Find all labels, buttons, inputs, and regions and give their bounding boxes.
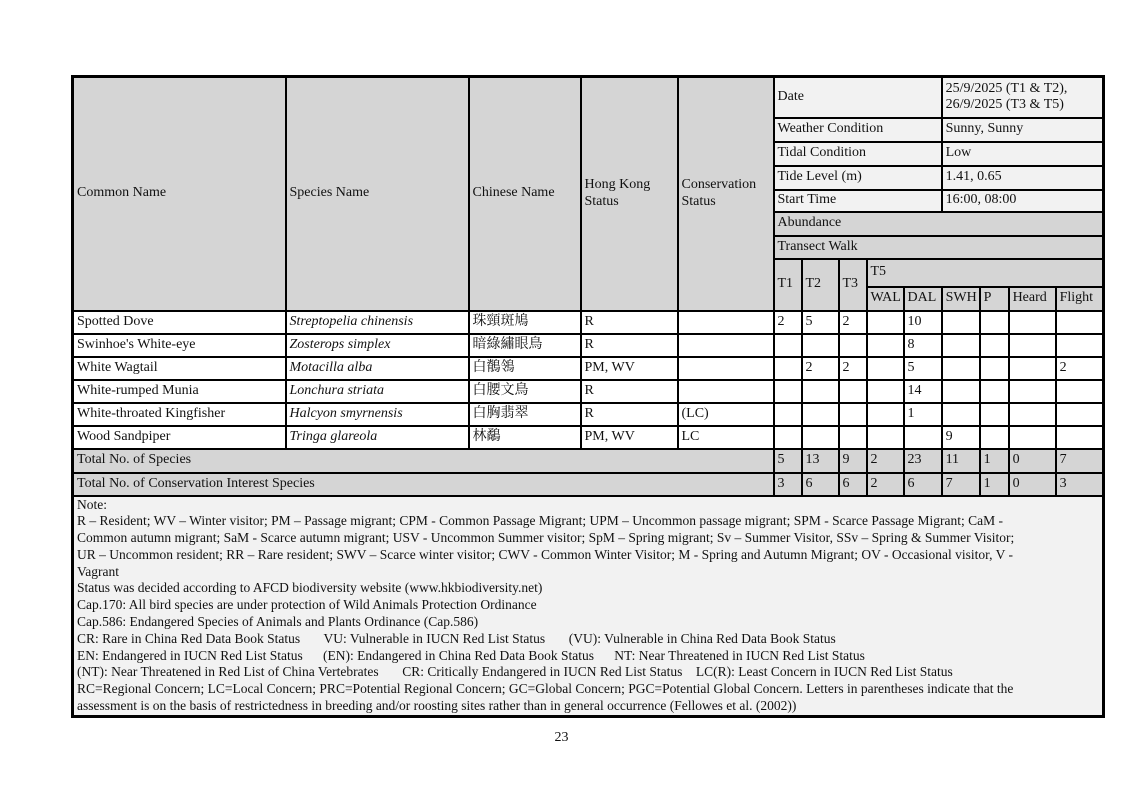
note-row <box>73 496 1104 717</box>
total-count-cell: 23 <box>904 449 942 473</box>
count-cell <box>774 334 802 357</box>
count-cell: 10 <box>904 311 942 334</box>
count-cell: 14 <box>904 380 942 403</box>
total-count-cell: 1 <box>980 473 1009 496</box>
info-value-start-time: 16:00, 08:00 <box>942 190 1104 212</box>
chinese-name-cell: 白胸翡翠 <box>469 403 581 426</box>
count-cell <box>802 334 839 357</box>
count-cell <box>802 426 839 449</box>
common-name-cell: Wood Sandpiper <box>73 426 286 449</box>
count-cell <box>942 380 980 403</box>
chinese-name-cell: 白腰文鳥 <box>469 380 581 403</box>
count-cell <box>1009 403 1056 426</box>
count-cell <box>774 403 802 426</box>
count-cell: 2 <box>1056 357 1104 380</box>
species-name-cell: Zosterops simplex <box>286 334 469 357</box>
note-line: (NT): Near Threatened in Red List of China Vertebrates CR: Critically Endangered in IUCN Red List Status LC(R): Least Concern in IUCN Red List Status <box>77 664 953 680</box>
count-cell <box>867 403 904 426</box>
note-line: Status was decided according to AFCD biodiversity website (www.hkbiodiversity.net) <box>77 580 543 596</box>
note-line: EN: Endangered in IUCN Red List Status (EN): Endangered in China Red Data Book Status NT: Near Threatened in IUCN Red List Status <box>77 647 865 663</box>
chinese-name-cell: 珠頸斑鳩 <box>469 311 581 334</box>
count-cell <box>1009 380 1056 403</box>
total-count-cell: 0 <box>1009 449 1056 473</box>
conservation-status-cell <box>678 334 774 357</box>
count-cell <box>839 403 867 426</box>
note-line: Common autumn migrant; SaM - Scarce autumn migrant; USV - Uncommon Summer visitor; SpM – Spring migrant; Sv – Summer Visitor, SSv – Spring & Summer Visitor; <box>77 530 1015 546</box>
count-cell <box>1009 357 1056 380</box>
count-cell <box>980 357 1009 380</box>
count-cell: 8 <box>904 334 942 357</box>
count-cell <box>1056 334 1104 357</box>
species-name-cell: Motacilla alba <box>286 357 469 380</box>
species-name-cell: Tringa glareola <box>286 426 469 449</box>
count-cell <box>867 380 904 403</box>
count-cell: 9 <box>942 426 980 449</box>
page-number: 23 <box>554 730 569 745</box>
conservation-status-cell: (LC) <box>678 403 774 426</box>
count-cell <box>980 403 1009 426</box>
total-conservation-row <box>73 473 1104 496</box>
count-cell <box>1009 426 1056 449</box>
note-line: Cap.170: All bird species are under protection of Wild Animals Protection Ordinance <box>77 597 537 613</box>
count-cell <box>980 334 1009 357</box>
total-count-cell: 3 <box>1056 473 1104 496</box>
count-cell: 2 <box>839 357 867 380</box>
total-count-cell: 13 <box>802 449 839 473</box>
count-cell <box>980 426 1009 449</box>
count-cell <box>867 357 904 380</box>
total-count-cell: 5 <box>774 449 802 473</box>
column-header-t1: T1 <box>774 259 802 311</box>
column-header-wal: WAL <box>867 287 904 311</box>
note-line: Cap.586: Endangered Species of Animals and Plants Ordinance (Cap.586) <box>77 614 479 630</box>
count-cell <box>942 403 980 426</box>
count-cell <box>802 403 839 426</box>
conservation-status-cell <box>678 380 774 403</box>
count-cell <box>942 334 980 357</box>
column-header-dal: DAL <box>904 287 942 311</box>
bird-survey-table <box>71 75 1105 718</box>
total-count-cell: 0 <box>1009 473 1056 496</box>
common-name-cell: Spotted Dove <box>73 311 286 334</box>
info-label-tidal-condition: Tidal Condition <box>774 142 942 166</box>
transect-walk-header: Transect Walk <box>774 236 1104 259</box>
total-species-row <box>73 449 1104 473</box>
info-label-tide-level: Tide Level (m) <box>774 166 942 190</box>
species-row <box>73 380 1104 403</box>
note-line: UR – Uncommon resident; RR – Rare resident; SWV – Scarce winter visitor; CWV - Common Winter Visitor; M - Spring and Autumn Migrant; OV - Occasional visitor, V - <box>77 546 1014 562</box>
note-line: Note: <box>77 496 107 512</box>
count-cell <box>867 334 904 357</box>
species-name-cell: Halcyon smyrnensis <box>286 403 469 426</box>
count-cell: 2 <box>802 357 839 380</box>
total-count-cell: 7 <box>942 473 980 496</box>
hk-status-cell: PM, WV <box>581 426 678 449</box>
species-row <box>73 357 1104 380</box>
common-name-cell: Swinhoe's White-eye <box>73 334 286 357</box>
count-cell <box>1009 334 1056 357</box>
common-name-cell: White-throated Kingfisher <box>73 403 286 426</box>
column-header-t3: T3 <box>839 259 867 311</box>
info-value-tide-level: 1.41, 0.65 <box>942 166 1104 190</box>
chinese-name-cell: 林鷸 <box>469 426 581 449</box>
count-cell <box>839 380 867 403</box>
conservation-status-cell <box>678 311 774 334</box>
info-value-date: 25/9/2025 (T1 & T2), 26/9/2025 (T3 & T5) <box>942 77 1104 118</box>
column-header-swh: SWH <box>942 287 980 311</box>
count-cell: 5 <box>904 357 942 380</box>
species-row <box>73 403 1104 426</box>
total-count-cell: 1 <box>980 449 1009 473</box>
note-cell <box>73 496 1104 717</box>
note-line: CR: Rare in China Red Data Book Status VU: Vulnerable in IUCN Red List Status (VU): Vulnerable in China Red Data Book Status <box>77 630 836 646</box>
count-cell <box>904 426 942 449</box>
note-line: R – Resident; WV – Winter visitor; PM – Passage migrant; CPM - Common Passage Migrant; UPM – Uncommon passage migrant; SPM - Scarce Passage Migrant; CaM - <box>77 513 1004 529</box>
species-name-cell: Lonchura striata <box>286 380 469 403</box>
common-name-cell: White Wagtail <box>73 357 286 380</box>
count-cell <box>802 380 839 403</box>
conservation-status-cell <box>678 357 774 380</box>
total-count-cell: 2 <box>867 473 904 496</box>
info-label-start-time: Start Time <box>774 190 942 212</box>
total-count-cell: 9 <box>839 449 867 473</box>
info-label-date: Date <box>774 77 942 118</box>
count-cell <box>1056 311 1104 334</box>
count-cell <box>1056 403 1104 426</box>
info-value-tidal-condition: Low <box>942 142 1104 166</box>
common-name-cell: White-rumped Munia <box>73 380 286 403</box>
info-label-weather-condition: Weather Condition <box>774 118 942 142</box>
column-header-common-name: Common Name <box>73 77 286 311</box>
column-header-conservation-status: Conservation Status <box>678 77 774 311</box>
count-cell <box>942 357 980 380</box>
species-row <box>73 311 1104 334</box>
count-cell: 5 <box>802 311 839 334</box>
note-line: assessment is on the basis of restrictedness in breeding and/or roosting sites rather than in general occurrence (Fellowes et al. (2002)) <box>77 698 797 714</box>
species-name-cell: Streptopelia chinensis <box>286 311 469 334</box>
count-cell <box>774 380 802 403</box>
column-header-p: P <box>980 287 1009 311</box>
column-header-t2: T2 <box>802 259 839 311</box>
total-label: Total No. of Species <box>73 449 774 473</box>
column-header-t5: T5 <box>867 259 1104 287</box>
total-count-cell: 6 <box>839 473 867 496</box>
hk-status-cell: R <box>581 403 678 426</box>
count-cell <box>1009 311 1056 334</box>
column-header-heard: Heard <box>1009 287 1056 311</box>
total-count-cell: 6 <box>904 473 942 496</box>
count-cell <box>839 426 867 449</box>
count-cell <box>839 334 867 357</box>
hk-status-cell: R <box>581 380 678 403</box>
count-cell <box>980 380 1009 403</box>
count-cell <box>867 426 904 449</box>
header-row-date <box>73 77 1104 118</box>
count-cell <box>1056 380 1104 403</box>
column-header-chinese-name: Chinese Name <box>469 77 581 311</box>
count-cell: 1 <box>904 403 942 426</box>
species-row <box>73 334 1104 357</box>
count-cell <box>980 311 1009 334</box>
hk-status-cell: R <box>581 311 678 334</box>
count-cell <box>774 357 802 380</box>
hk-status-cell: PM, WV <box>581 357 678 380</box>
count-cell <box>774 426 802 449</box>
total-label: Total No. of Conservation Interest Species <box>73 473 774 496</box>
column-header-species-name: Species Name <box>286 77 469 311</box>
note-line: RC=Regional Concern; LC=Local Concern; PRC=Potential Regional Concern; GC=Global Concern; PGC=Potential Global Concern. Letters in parentheses indicate that the <box>77 681 1014 697</box>
total-count-cell: 7 <box>1056 449 1104 473</box>
chinese-name-cell: 白鶺鴒 <box>469 357 581 380</box>
total-count-cell: 11 <box>942 449 980 473</box>
count-cell: 2 <box>839 311 867 334</box>
note-line: Vagrant <box>77 563 119 579</box>
species-row <box>73 426 1104 449</box>
count-cell <box>942 311 980 334</box>
conservation-status-cell: LC <box>678 426 774 449</box>
count-cell: 2 <box>774 311 802 334</box>
info-value-weather-condition: Sunny, Sunny <box>942 118 1104 142</box>
total-count-cell: 2 <box>867 449 904 473</box>
column-header-hong-kong-status: Hong Kong Status <box>581 77 678 311</box>
abundance-header: Abundance <box>774 212 1104 236</box>
chinese-name-cell: 暗綠繡眼鳥 <box>469 334 581 357</box>
total-count-cell: 6 <box>802 473 839 496</box>
count-cell <box>1056 426 1104 449</box>
column-header-flight: Flight <box>1056 287 1104 311</box>
count-cell <box>867 311 904 334</box>
hk-status-cell: R <box>581 334 678 357</box>
total-count-cell: 3 <box>774 473 802 496</box>
